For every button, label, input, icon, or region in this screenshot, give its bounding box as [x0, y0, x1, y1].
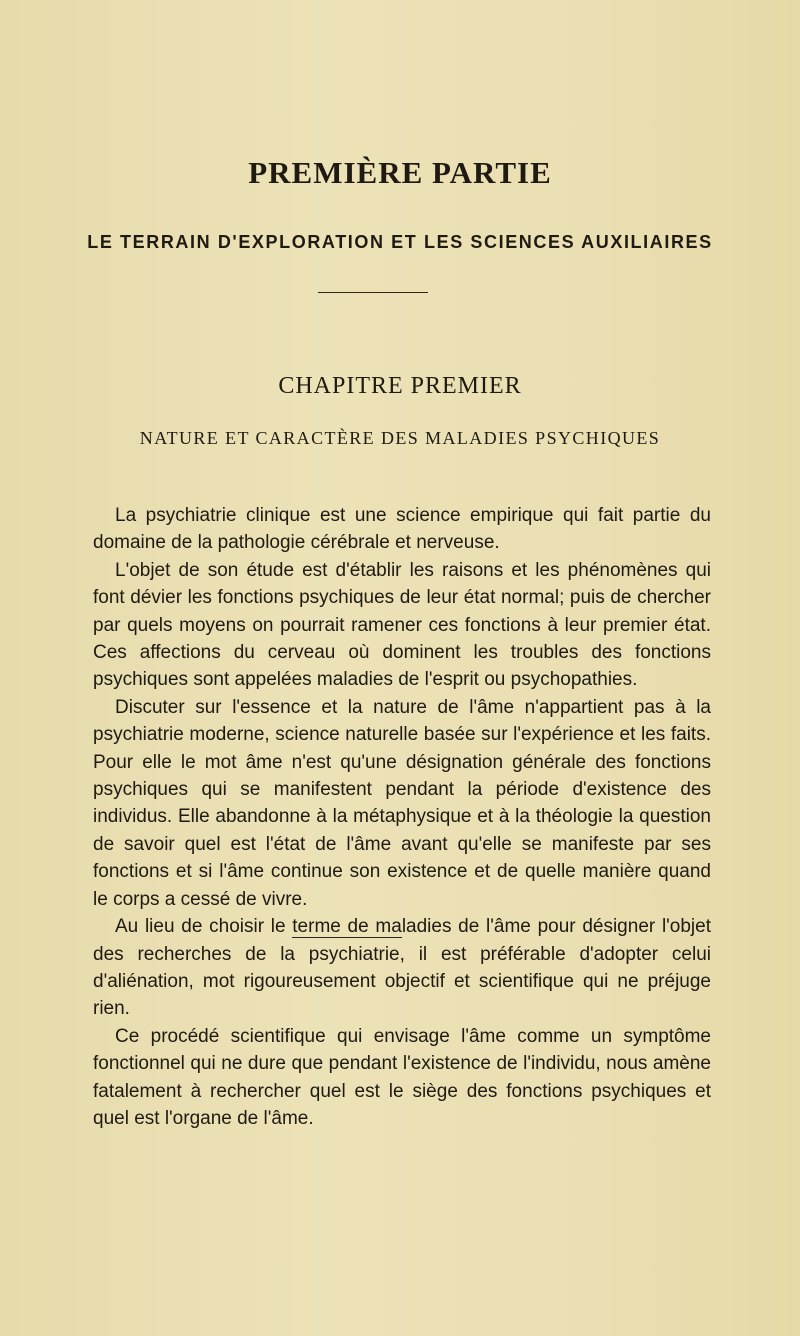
paragraph: Au lieu de choisir le terme de maladies de l'âme pour désigner l'objet des recherches de la psychiatrie, il est préférable d'adopter celui d'aliénation, mot rigoureusement objectif et scientifique qui ne préjuge rien.: [93, 916, 711, 1020]
end-divider: [292, 937, 402, 938]
chapter-subtitle: NATURE ET CARACTÈRE DES MALADIES PSYCHIQUES: [139, 428, 661, 448]
paragraph: La psychiatrie clinique est une science empirique qui fait partie du domaine de la pathologie cérébrale et nerveuse.: [93, 505, 711, 554]
paragraph: Ce procédé scientifique qui envisage l'âme comme un symptôme fonctionnel qui ne dure que pendant l'existence de l'individu, nous amène fatalement à rechercher quel est le siège des fonctions psychiques et quel est l'organe de l'âme.: [93, 1025, 711, 1129]
paragraph: L'objet de son étude est d'établir les raisons et les phénomènes qui font dévier les fonctions psychiques de leur état normal; puis de chercher par quels moyens on pourrait ramener ces fonctions à leur premier état. Ces affections du cerveau où dominent les troubles des fonctions psychiques sont appelées maladies de l'esprit ou psychopathies.: [93, 559, 711, 691]
part-title: PREMIÈRE PARTIE: [248, 155, 552, 190]
chapter-title: CHAPITRE PREMIER: [278, 373, 522, 399]
body-text: [93, 502, 711, 1132]
section-divider: [318, 292, 428, 293]
part-subtitle: LE TERRAIN D'EXPLORATION ET LES SCIENCES AUXILIAIRES: [87, 232, 713, 252]
paragraph: Discuter sur l'essence et la nature de l'âme n'appartient pas à la psychiatrie moderne, science naturelle basée sur l'expérience et les faits. Pour elle le mot âme n'est qu'une désignation générale des fonctions psychiques qui se manifestent pendant la période d'existence des individus. Elle abandonne à la métaphysique et à la théologie la question de savoir quel est l'état de l'âme avant qu'elle se manifeste par ses fonctions et si l'âme continue son existence et de quelle manière quand le corps a cessé de vivre.: [93, 696, 711, 910]
